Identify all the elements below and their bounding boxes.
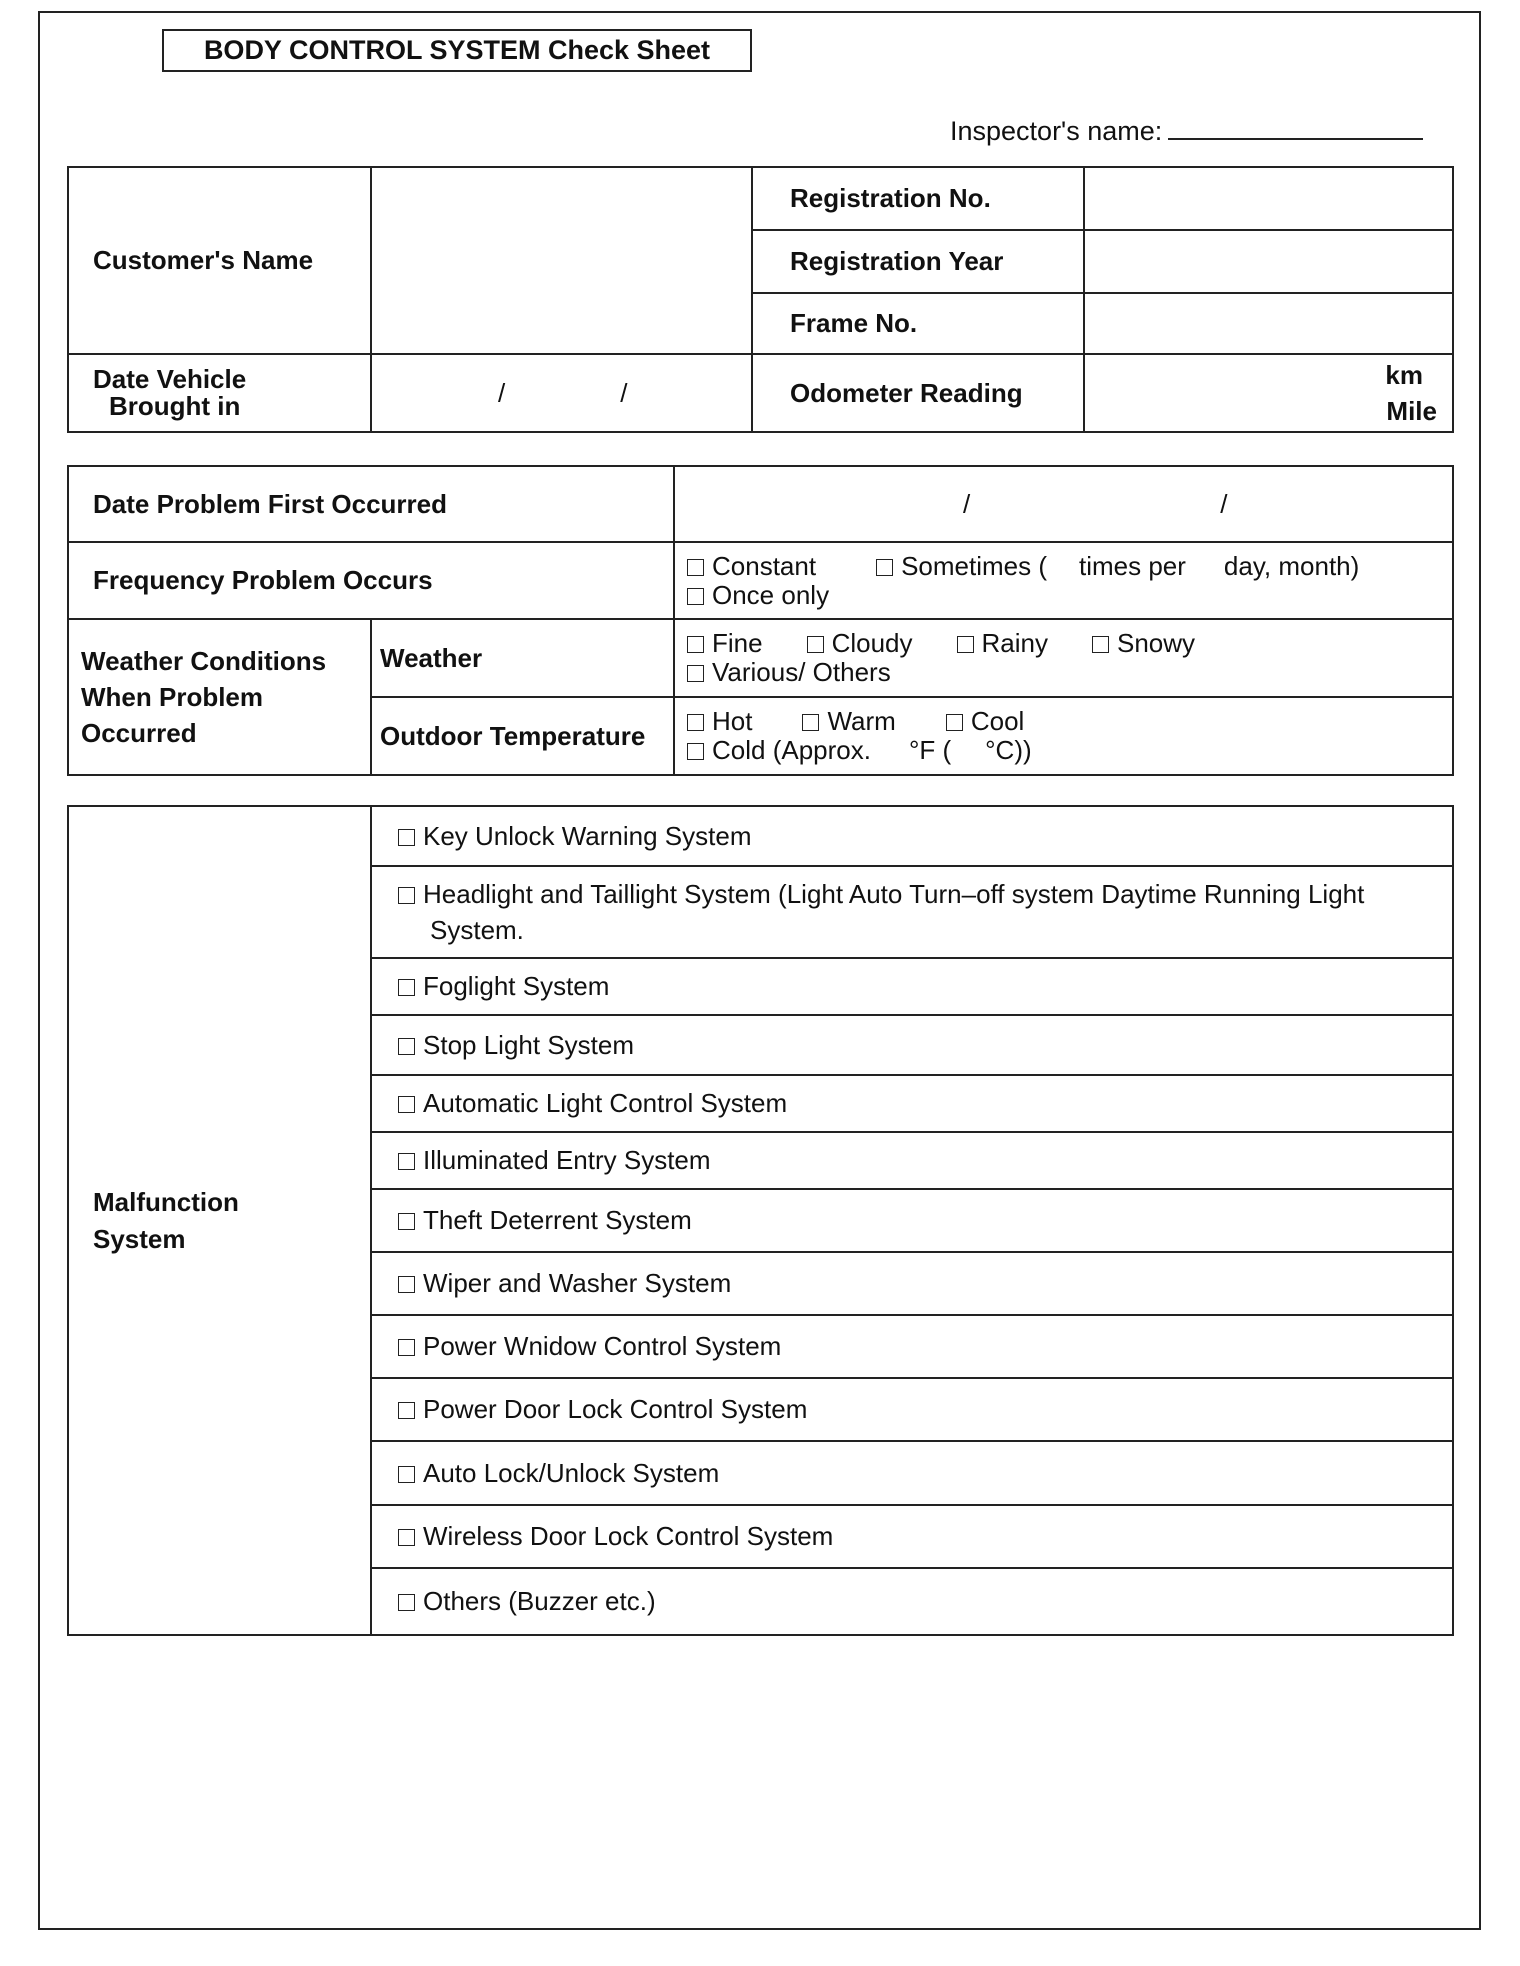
list-item[interactable]: Foglight System xyxy=(371,958,1453,1015)
registration-no-input[interactable] xyxy=(1084,167,1453,230)
frame-no-input[interactable] xyxy=(1084,293,1453,354)
list-item[interactable]: Stop Light System xyxy=(371,1015,1453,1075)
weather-snowy-option[interactable]: Snowy xyxy=(1092,629,1195,658)
checkbox[interactable] xyxy=(687,588,704,605)
checkbox[interactable] xyxy=(398,1529,415,1546)
malfunction-system-table xyxy=(67,805,1454,1636)
list-item[interactable]: Automatic Light Control System xyxy=(371,1075,1453,1132)
weather-fine-option[interactable]: Fine xyxy=(687,629,763,658)
checkbox[interactable] xyxy=(398,1038,415,1055)
weather-conditions-label: Weather Conditions When Problem Occurred xyxy=(68,619,371,775)
weather-cloudy-option[interactable]: Cloudy xyxy=(807,629,913,658)
date-separator: / xyxy=(1220,488,1228,519)
freq-once-option[interactable]: Once only xyxy=(687,581,829,610)
date-separator: / xyxy=(620,377,628,408)
checkbox[interactable] xyxy=(398,1402,415,1419)
weather-rainy-option[interactable]: Rainy xyxy=(957,629,1048,658)
frequency-label: Frequency Problem Occurs xyxy=(68,542,674,619)
checkbox[interactable] xyxy=(398,1466,415,1483)
date-brought-label-line1: Date Vehicle xyxy=(93,364,247,394)
list-item[interactable]: Illuminated Entry System xyxy=(371,1132,1453,1189)
registration-year-input[interactable] xyxy=(1084,230,1453,293)
temp-cool-option[interactable]: Cool xyxy=(946,707,1024,736)
inspector-name-field[interactable] xyxy=(950,116,1423,147)
freq-constant-option[interactable]: Constant xyxy=(687,552,816,581)
checkbox[interactable] xyxy=(398,1096,415,1113)
inspector-name-line[interactable] xyxy=(1168,116,1423,140)
checkbox[interactable] xyxy=(1092,636,1109,653)
inspector-name-label: Inspector's name: xyxy=(950,116,1163,146)
checkbox[interactable] xyxy=(398,829,415,846)
date-brought-label-line2: Brought in xyxy=(109,391,241,421)
list-item[interactable]: Wiper and Washer System xyxy=(371,1252,1453,1315)
list-item[interactable]: Wireless Door Lock Control System xyxy=(371,1505,1453,1568)
checkbox[interactable] xyxy=(876,559,893,576)
customer-info-table xyxy=(67,166,1454,433)
checkbox[interactable] xyxy=(398,979,415,996)
checkbox[interactable] xyxy=(398,1339,415,1356)
temp-hot-option[interactable]: Hot xyxy=(687,707,752,736)
checkbox[interactable] xyxy=(687,743,704,760)
date-first-occurred-label: Date Problem First Occurred xyxy=(68,466,674,542)
date-brought-input[interactable] xyxy=(371,354,752,432)
frequency-options xyxy=(674,542,1453,619)
odometer-input[interactable] xyxy=(1084,354,1453,432)
outdoor-temp-label: Outdoor Temperature xyxy=(371,697,674,775)
checkbox[interactable] xyxy=(398,1276,415,1293)
date-separator: / xyxy=(498,377,506,408)
list-item[interactable]: Theft Deterrent System xyxy=(371,1189,1453,1252)
checkbox[interactable] xyxy=(687,714,704,731)
malfunction-system-label: Malfunction System xyxy=(68,806,371,1635)
registration-year-label: Registration Year xyxy=(752,230,1084,293)
customer-name-input[interactable] xyxy=(371,167,752,354)
list-item[interactable]: Auto Lock/Unlock System xyxy=(371,1441,1453,1505)
list-item[interactable]: Key Unlock Warning System xyxy=(371,806,1453,866)
weather-options xyxy=(674,619,1453,697)
checkbox[interactable] xyxy=(687,665,704,682)
checkbox[interactable] xyxy=(687,559,704,576)
list-item[interactable]: Headlight and Taillight System (Light Auto Turn–off system Daytime Running Light System. xyxy=(371,866,1453,958)
temp-warm-option[interactable]: Warm xyxy=(802,707,895,736)
list-item[interactable]: Power Wnidow Control System xyxy=(371,1315,1453,1378)
checkbox[interactable] xyxy=(687,636,704,653)
freq-sometimes-option[interactable]: Sometimes ( times per day, month) xyxy=(876,552,1359,581)
customer-name-label: Customer's Name xyxy=(68,167,371,354)
weather-various-option[interactable]: Various/ Others xyxy=(687,658,891,687)
registration-no-label: Registration No. xyxy=(752,167,1084,230)
odometer-label: Odometer Reading xyxy=(752,354,1084,432)
checkbox[interactable] xyxy=(807,636,824,653)
temp-cold-option[interactable]: Cold (Approx. °F ( °C)) xyxy=(687,736,1032,765)
date-first-occurred-input[interactable] xyxy=(674,466,1453,542)
list-item[interactable]: Power Door Lock Control System xyxy=(371,1378,1453,1441)
list-item[interactable]: Others (Buzzer etc.) xyxy=(371,1568,1453,1635)
date-separator: / xyxy=(963,488,971,519)
checkbox[interactable] xyxy=(946,714,963,731)
date-brought-label xyxy=(68,354,371,432)
problem-conditions-table xyxy=(67,465,1454,776)
checkbox[interactable] xyxy=(398,887,415,904)
checkbox[interactable] xyxy=(802,714,819,731)
checkbox[interactable] xyxy=(398,1594,415,1611)
weather-label: Weather xyxy=(371,619,674,697)
frame-no-label: Frame No. xyxy=(752,293,1084,354)
page-title: BODY CONTROL SYSTEM Check Sheet xyxy=(162,29,752,72)
temperature-options xyxy=(674,697,1453,775)
checkbox[interactable] xyxy=(398,1153,415,1170)
checkbox[interactable] xyxy=(957,636,974,653)
checkbox[interactable] xyxy=(398,1213,415,1230)
unit-km: km xyxy=(1385,360,1423,390)
unit-mile: Mile xyxy=(1386,396,1437,426)
